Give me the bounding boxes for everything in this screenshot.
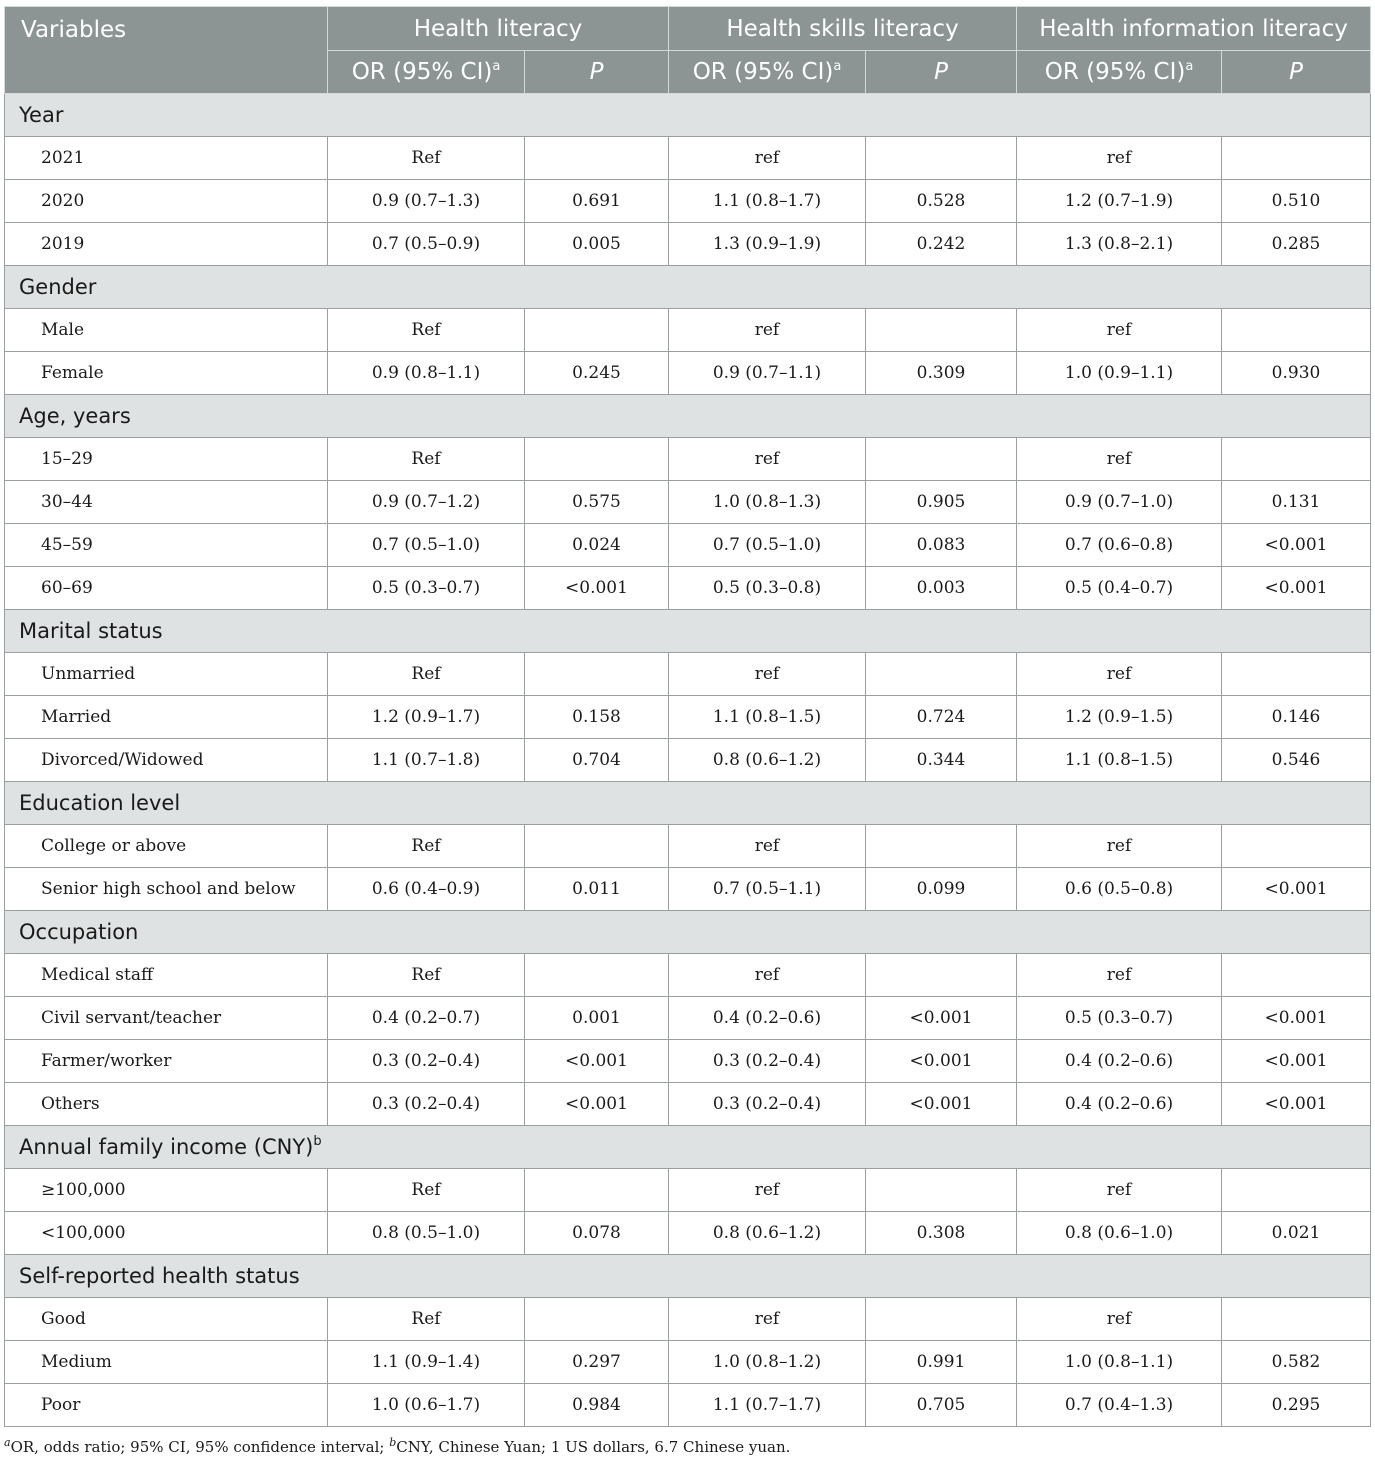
or-ci-cell: 0.7 (0.5–1.0) [328, 524, 525, 567]
table-footnote [4, 1438, 790, 1456]
or-ci-cell: 0.7 (0.5–0.9) [328, 223, 525, 266]
p-value-cell: 0.146 [1222, 696, 1371, 739]
row-label: <100,000 [5, 1212, 328, 1255]
section-title [5, 94, 1371, 137]
p-value-cell: 0.131 [1222, 481, 1371, 524]
or-ci-cell: 0.5 (0.3–0.7) [328, 567, 525, 610]
footnote-mark-b: b [389, 1436, 397, 1449]
row-label: Medical staff [5, 954, 328, 997]
p-value-cell: 0.930 [1222, 352, 1371, 395]
or-ci-cell: 0.7 (0.4–1.3) [1017, 1384, 1222, 1427]
p-value-cell [525, 1169, 669, 1212]
p-value-cell: <0.001 [1222, 524, 1371, 567]
p-value-cell: <0.001 [866, 1040, 1017, 1083]
or-ci-cell: 0.5 (0.3–0.7) [1017, 997, 1222, 1040]
or-ci-label: OR (95% CI) [692, 59, 834, 85]
or-ci-cell: 0.4 (0.2–0.6) [669, 997, 866, 1040]
or-ci-cell: 0.4 (0.2–0.6) [1017, 1040, 1222, 1083]
or-ci-cell: 0.9 (0.8–1.1) [328, 352, 525, 395]
or-ci-cell: ref [1017, 1169, 1222, 1212]
p-value-cell [866, 954, 1017, 997]
p-value-cell: 0.704 [525, 739, 669, 782]
or-ci-cell: ref [669, 1169, 866, 1212]
row-label: Divorced/Widowed [5, 739, 328, 782]
or-ci-cell: 0.8 (0.6–1.0) [1017, 1212, 1222, 1255]
table-row [5, 309, 1371, 352]
or-ci-cell: 0.3 (0.2–0.4) [669, 1083, 866, 1126]
or-ci-cell: 1.0 (0.8–1.1) [1017, 1341, 1222, 1384]
or-ci-cell: 1.0 (0.6–1.7) [328, 1384, 525, 1427]
table-row [5, 1212, 1371, 1255]
section-title-text: Year [19, 103, 64, 127]
table-row [5, 1384, 1371, 1427]
or-ci-label: OR (95% CI) [351, 59, 493, 85]
p-value-cell: 0.705 [866, 1384, 1017, 1427]
or-ci-cell: ref [1017, 653, 1222, 696]
or-ci-cell: 0.3 (0.2–0.4) [669, 1040, 866, 1083]
or-ci-cell: 1.1 (0.7–1.7) [669, 1384, 866, 1427]
or-ci-cell: Ref [328, 309, 525, 352]
or-ci-cell: ref [669, 438, 866, 481]
p-value-cell: <0.001 [1222, 1040, 1371, 1083]
table-row [5, 481, 1371, 524]
regression-table-container [4, 6, 1370, 1427]
p-value-cell: <0.001 [525, 1040, 669, 1083]
p-value-cell [525, 309, 669, 352]
row-label: Civil servant/teacher [5, 997, 328, 1040]
or-ci-cell: Ref [328, 438, 525, 481]
or-ci-cell: 0.5 (0.3–0.8) [669, 567, 866, 610]
p-label: P [589, 59, 604, 85]
section-header-row [5, 610, 1371, 653]
p-value-cell: <0.001 [525, 567, 669, 610]
p-value-cell: <0.001 [866, 1083, 1017, 1126]
table-row [5, 137, 1371, 180]
row-label: Good [5, 1298, 328, 1341]
section-header-row [5, 1126, 1371, 1169]
or-ci-cell: ref [1017, 438, 1222, 481]
p-value-cell [866, 1298, 1017, 1341]
table-row [5, 997, 1371, 1040]
section-title [5, 1126, 1371, 1169]
p-value-cell: 0.546 [1222, 739, 1371, 782]
table-row [5, 653, 1371, 696]
or-ci-cell: 0.8 (0.6–1.2) [669, 1212, 866, 1255]
or-ci-cell: 0.6 (0.5–0.8) [1017, 868, 1222, 911]
section-title [5, 610, 1371, 653]
or-ci-cell: 0.9 (0.7–1.2) [328, 481, 525, 524]
health-information-literacy-header: Health information literacy [1017, 7, 1371, 51]
row-label: 45–59 [5, 524, 328, 567]
row-label: Others [5, 1083, 328, 1126]
or-ci-cell: ref [1017, 1298, 1222, 1341]
or-ci-cell: 0.9 (0.7–1.1) [669, 352, 866, 395]
p-value-cell: 0.001 [525, 997, 669, 1040]
or-ci-cell: Ref [328, 1169, 525, 1212]
or-ci-cell: ref [1017, 309, 1222, 352]
p-value-cell [866, 309, 1017, 352]
or-ci-cell: Ref [328, 954, 525, 997]
p-value-cell: 0.295 [1222, 1384, 1371, 1427]
p-value-cell: <0.001 [866, 997, 1017, 1040]
row-label: Female [5, 352, 328, 395]
p-value-cell: 0.528 [866, 180, 1017, 223]
or-ci-cell: 0.8 (0.6–1.2) [669, 739, 866, 782]
row-label: 2021 [5, 137, 328, 180]
p-value-cell [866, 825, 1017, 868]
p-value-cell: <0.001 [1222, 868, 1371, 911]
table-row [5, 524, 1371, 567]
p-value-cell [1222, 1169, 1371, 1212]
table-row [5, 1083, 1371, 1126]
section-title-text: Annual family income (CNY) [19, 1135, 314, 1159]
section-title [5, 911, 1371, 954]
table-row [5, 1040, 1371, 1083]
or-ci-cell: 1.0 (0.9–1.1) [1017, 352, 1222, 395]
p-value-cell: 0.245 [525, 352, 669, 395]
table-row [5, 180, 1371, 223]
section-title-text: Age, years [19, 404, 131, 428]
p-value-cell [1222, 1298, 1371, 1341]
section-title [5, 1255, 1371, 1298]
or-ci-cell: ref [669, 1298, 866, 1341]
or-ci-header [1017, 51, 1222, 94]
row-label: Poor [5, 1384, 328, 1427]
or-ci-cell: ref [669, 954, 866, 997]
row-label: Married [5, 696, 328, 739]
or-ci-cell: 1.1 (0.8–1.5) [1017, 739, 1222, 782]
or-ci-cell: 0.7 (0.5–1.1) [669, 868, 866, 911]
or-ci-cell: 0.3 (0.2–0.4) [328, 1083, 525, 1126]
or-ci-header [328, 51, 525, 94]
p-value-cell: <0.001 [1222, 567, 1371, 610]
p-value-cell: 0.285 [1222, 223, 1371, 266]
p-value-cell [1222, 309, 1371, 352]
or-ci-cell: 0.8 (0.5–1.0) [328, 1212, 525, 1255]
table-row [5, 438, 1371, 481]
table-body [5, 94, 1371, 1427]
p-value-cell: 0.158 [525, 696, 669, 739]
row-label: 30–44 [5, 481, 328, 524]
p-value-cell: 0.003 [866, 567, 1017, 610]
p-value-cell [1222, 137, 1371, 180]
row-label: Farmer/worker [5, 1040, 328, 1083]
p-value-cell [866, 438, 1017, 481]
table-row [5, 825, 1371, 868]
or-ci-cell: Ref [328, 137, 525, 180]
section-title-text: Gender [19, 275, 97, 299]
or-ci-cell: 0.4 (0.2–0.7) [328, 997, 525, 1040]
section-header-row [5, 94, 1371, 137]
p-value-cell: 0.991 [866, 1341, 1017, 1384]
p-value-cell: 0.021 [1222, 1212, 1371, 1255]
row-label: 2019 [5, 223, 328, 266]
p-value-cell: 0.575 [525, 481, 669, 524]
odds-ratio-table [4, 6, 1371, 1427]
p-value-header [1222, 51, 1371, 94]
row-label: Male [5, 309, 328, 352]
or-ci-cell: 1.1 (0.8–1.7) [669, 180, 866, 223]
table-row [5, 954, 1371, 997]
footnote-text-a: OR, odds ratio; 95% CI, 95% confidence interval; [10, 1438, 390, 1456]
row-label: College or above [5, 825, 328, 868]
or-ci-cell: ref [669, 137, 866, 180]
p-value-cell [525, 653, 669, 696]
p-value-cell [525, 137, 669, 180]
table-row [5, 1169, 1371, 1212]
p-value-cell: 0.984 [525, 1384, 669, 1427]
or-ci-cell: 1.2 (0.9–1.5) [1017, 696, 1222, 739]
row-label: 60–69 [5, 567, 328, 610]
table-row [5, 1298, 1371, 1341]
table-row [5, 696, 1371, 739]
or-ci-cell: 1.3 (0.9–1.9) [669, 223, 866, 266]
or-ci-cell: Ref [328, 1298, 525, 1341]
or-ci-cell: 0.9 (0.7–1.3) [328, 180, 525, 223]
p-value-cell: 0.691 [525, 180, 669, 223]
or-ci-cell: Ref [328, 653, 525, 696]
section-header-row [5, 266, 1371, 309]
or-ci-cell: 1.0 (0.8–1.3) [669, 481, 866, 524]
or-ci-cell: 1.1 (0.7–1.8) [328, 739, 525, 782]
p-value-header [866, 51, 1017, 94]
p-value-cell [1222, 825, 1371, 868]
p-value-cell: 0.510 [1222, 180, 1371, 223]
p-value-cell [1222, 438, 1371, 481]
or-ci-cell: ref [669, 825, 866, 868]
section-header-row [5, 782, 1371, 825]
p-value-cell [1222, 653, 1371, 696]
p-value-cell: <0.001 [1222, 997, 1371, 1040]
footnote-text-b: CNY, Chinese Yuan; 1 US dollars, 6.7 Chinese yuan. [396, 1438, 791, 1456]
table-row [5, 223, 1371, 266]
or-ci-footnote-mark: a [833, 59, 842, 74]
or-ci-footnote-mark: a [1185, 59, 1194, 74]
table-row [5, 1341, 1371, 1384]
p-value-cell: 0.024 [525, 524, 669, 567]
or-ci-cell: 0.9 (0.7–1.0) [1017, 481, 1222, 524]
p-value-cell: 0.344 [866, 739, 1017, 782]
p-value-cell: 0.297 [525, 1341, 669, 1384]
p-value-cell: 0.308 [866, 1212, 1017, 1255]
or-ci-cell: 1.1 (0.8–1.5) [669, 696, 866, 739]
or-ci-cell: 0.7 (0.6–0.8) [1017, 524, 1222, 567]
p-value-cell: 0.582 [1222, 1341, 1371, 1384]
p-value-cell: 0.005 [525, 223, 669, 266]
p-value-cell [525, 825, 669, 868]
section-footnote-mark: b [313, 1134, 322, 1149]
row-label: ≥100,000 [5, 1169, 328, 1212]
p-value-cell [866, 137, 1017, 180]
row-label: 15–29 [5, 438, 328, 481]
section-title [5, 395, 1371, 438]
or-ci-cell: 1.2 (0.7–1.9) [1017, 180, 1222, 223]
or-ci-cell: 1.3 (0.8–2.1) [1017, 223, 1222, 266]
section-header-row [5, 911, 1371, 954]
or-ci-cell: 1.2 (0.9–1.7) [328, 696, 525, 739]
or-ci-cell: 1.0 (0.8–1.2) [669, 1341, 866, 1384]
or-ci-label: OR (95% CI) [1044, 59, 1186, 85]
table-row [5, 352, 1371, 395]
or-ci-cell: ref [669, 653, 866, 696]
health-skills-literacy-header: Health skills literacy [669, 7, 1017, 51]
or-ci-footnote-mark: a [492, 59, 501, 74]
p-value-cell: 0.905 [866, 481, 1017, 524]
or-ci-cell: 0.3 (0.2–0.4) [328, 1040, 525, 1083]
variables-header: Variables [5, 7, 328, 94]
p-value-cell [866, 653, 1017, 696]
p-value-header [525, 51, 669, 94]
p-value-cell: 0.099 [866, 868, 1017, 911]
p-value-cell: <0.001 [525, 1083, 669, 1126]
row-label: 2020 [5, 180, 328, 223]
section-header-row [5, 1255, 1371, 1298]
section-title [5, 266, 1371, 309]
table-row [5, 567, 1371, 610]
or-ci-cell: ref [1017, 954, 1222, 997]
table-row [5, 739, 1371, 782]
p-value-cell [1222, 954, 1371, 997]
or-ci-cell: 0.7 (0.5–1.0) [669, 524, 866, 567]
row-label: Senior high school and below [5, 868, 328, 911]
p-value-cell: 0.309 [866, 352, 1017, 395]
or-ci-cell: 0.4 (0.2–0.6) [1017, 1083, 1222, 1126]
or-ci-cell: 1.1 (0.9–1.4) [328, 1341, 525, 1384]
p-value-cell [525, 1298, 669, 1341]
p-value-cell: <0.001 [1222, 1083, 1371, 1126]
p-value-cell: 0.724 [866, 696, 1017, 739]
p-value-cell: 0.242 [866, 223, 1017, 266]
health-literacy-header: Health literacy [328, 7, 669, 51]
row-label: Medium [5, 1341, 328, 1384]
table-row [5, 868, 1371, 911]
or-ci-cell: ref [1017, 825, 1222, 868]
or-ci-cell: 0.6 (0.4–0.9) [328, 868, 525, 911]
p-value-cell: 0.011 [525, 868, 669, 911]
row-label: Unmarried [5, 653, 328, 696]
or-ci-cell: Ref [328, 825, 525, 868]
or-ci-cell: ref [669, 309, 866, 352]
footnote-mark-a: a [4, 1436, 11, 1449]
section-title-text: Marital status [19, 619, 163, 643]
p-value-cell [525, 438, 669, 481]
section-title-text: Education level [19, 791, 181, 815]
p-value-cell [866, 1169, 1017, 1212]
section-title [5, 782, 1371, 825]
p-label: P [1289, 59, 1303, 85]
section-header-row [5, 395, 1371, 438]
table-header [5, 7, 1371, 94]
p-value-cell: 0.078 [525, 1212, 669, 1255]
p-value-cell [525, 954, 669, 997]
section-title-text: Occupation [19, 920, 139, 944]
section-title-text: Self-reported health status [19, 1264, 300, 1288]
or-ci-cell: 0.5 (0.4–0.7) [1017, 567, 1222, 610]
p-label: P [934, 59, 948, 85]
p-value-cell: 0.083 [866, 524, 1017, 567]
or-ci-header [669, 51, 866, 94]
or-ci-cell: ref [1017, 137, 1222, 180]
